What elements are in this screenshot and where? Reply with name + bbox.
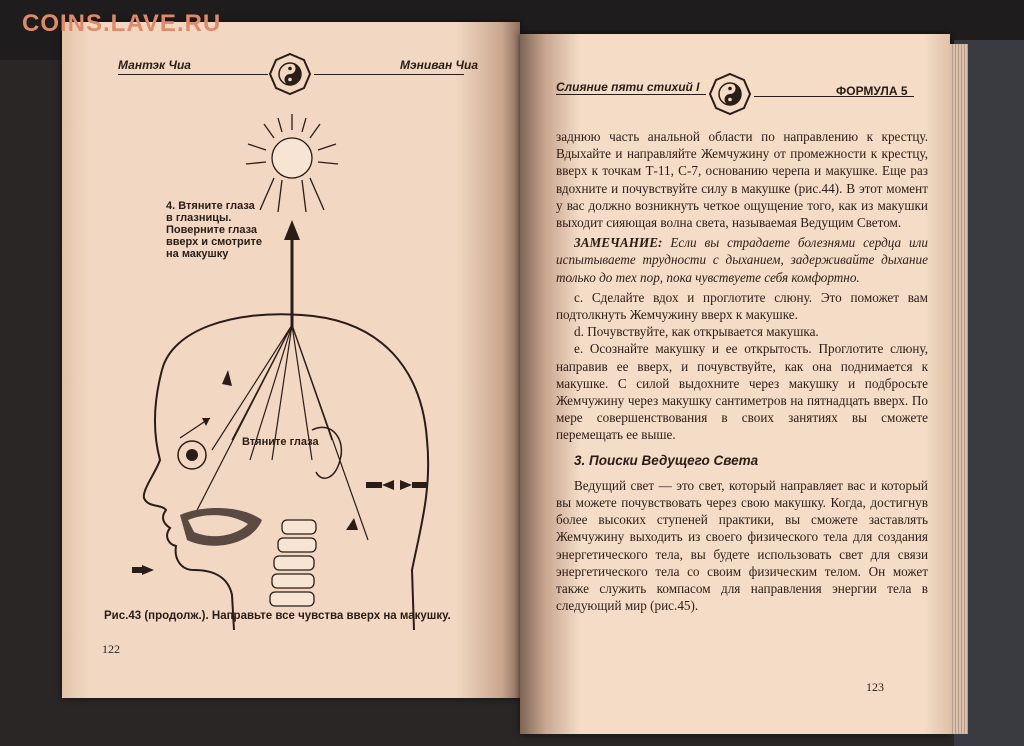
yin-yang-icon [708,72,752,116]
section-paragraph: Ведущий свет — это свет, который направляет вас и который вы можете почувствовать через свою макушку. Когда, достигнув более высоких ступеней практики, вы сможете заставлять Жемчужину выходить из своего физического тела для создания энергетического тела, вы будете использовать свет для связи энергетического тела со своим физическим телом. Он может также служить компасом для направления энергии тела в следующий мир (рис.45). [556,477,928,614]
section-heading: 3. Поиски Ведущего Света [574,452,759,468]
instruction-line: вверх и смотрите [166,236,262,248]
right-page [520,34,950,734]
yin-yang-icon [268,52,312,96]
main-text [556,128,928,614]
left-header-author-2: Мэниван Чиа [400,58,479,72]
step-c: c. Сделайте вдох и проглотите слюну. Это поможет вам подтолкнуть Жемчужину вверх к макушке. [556,289,928,323]
header-rule [118,74,268,75]
header-rule [314,74,464,75]
left-page [62,22,520,698]
page-number-left: 122 [102,642,120,656]
watermark: COINS.LAVE.RU [22,10,222,37]
left-header-author: Мантэк Чиа [118,58,191,72]
note-text: Если вы страдаете болезнями сердца или испытываете трудности с дыханием, задерживайте дыхание только до тех пор, пока чувствуете себя комфортно. [556,235,928,285]
instruction-line: на макушку [166,248,229,260]
head-illustration [132,100,462,630]
page-edges [950,44,968,734]
instruction-line: Поверните глаза [166,224,258,236]
figure-caption: Рис.43 (продолж.). Направьте все чувства вверх на макушку. [104,610,451,622]
right-header-formula: ФОРМУЛА 5 [836,84,908,98]
header-rule [556,94,706,95]
paragraph: заднюю часть анальной области по направлению к крестцу. Вдыхайте и направляйте Жемчужину от промежности к крестцу, вверх к точкам Т-11, С-7, основанию черепа и макушке. Еще раз вдохните и почувствуйте силу в макушке (рис.44). В этот момент у вас должно возникнуть четкое ощущение того, как из макушки выходит сияющая волна света, называемая Ведущим Светом. [556,129,928,231]
note-paragraph [556,234,928,286]
eye-label: Втяните глаза [242,436,319,448]
instruction-caption [166,200,306,260]
instruction-line: в глазницы. [166,212,232,224]
step-d: d. Почувствуйте, как открывается макушка. [574,324,819,340]
page-number-right: 123 [866,680,884,694]
instruction-line: 4. Втяните глаза [166,200,255,212]
step-e: e. Осознайте макушку и ее открытость. Проглотите слюну, направив ее вверх, и почувствуйте, как она поднимается к макушке. С силой выдохните через макушку и подбросьте Жемчужину через макушку сантиметров на пятнадцать вверх. По мере совершенствования в своих занятиях вы сможете перемещать ее выше. [556,341,928,443]
note-label: ЗАМЕЧАНИЕ: [574,235,663,251]
right-header-title: Слияние пяти стихий I [556,80,700,94]
